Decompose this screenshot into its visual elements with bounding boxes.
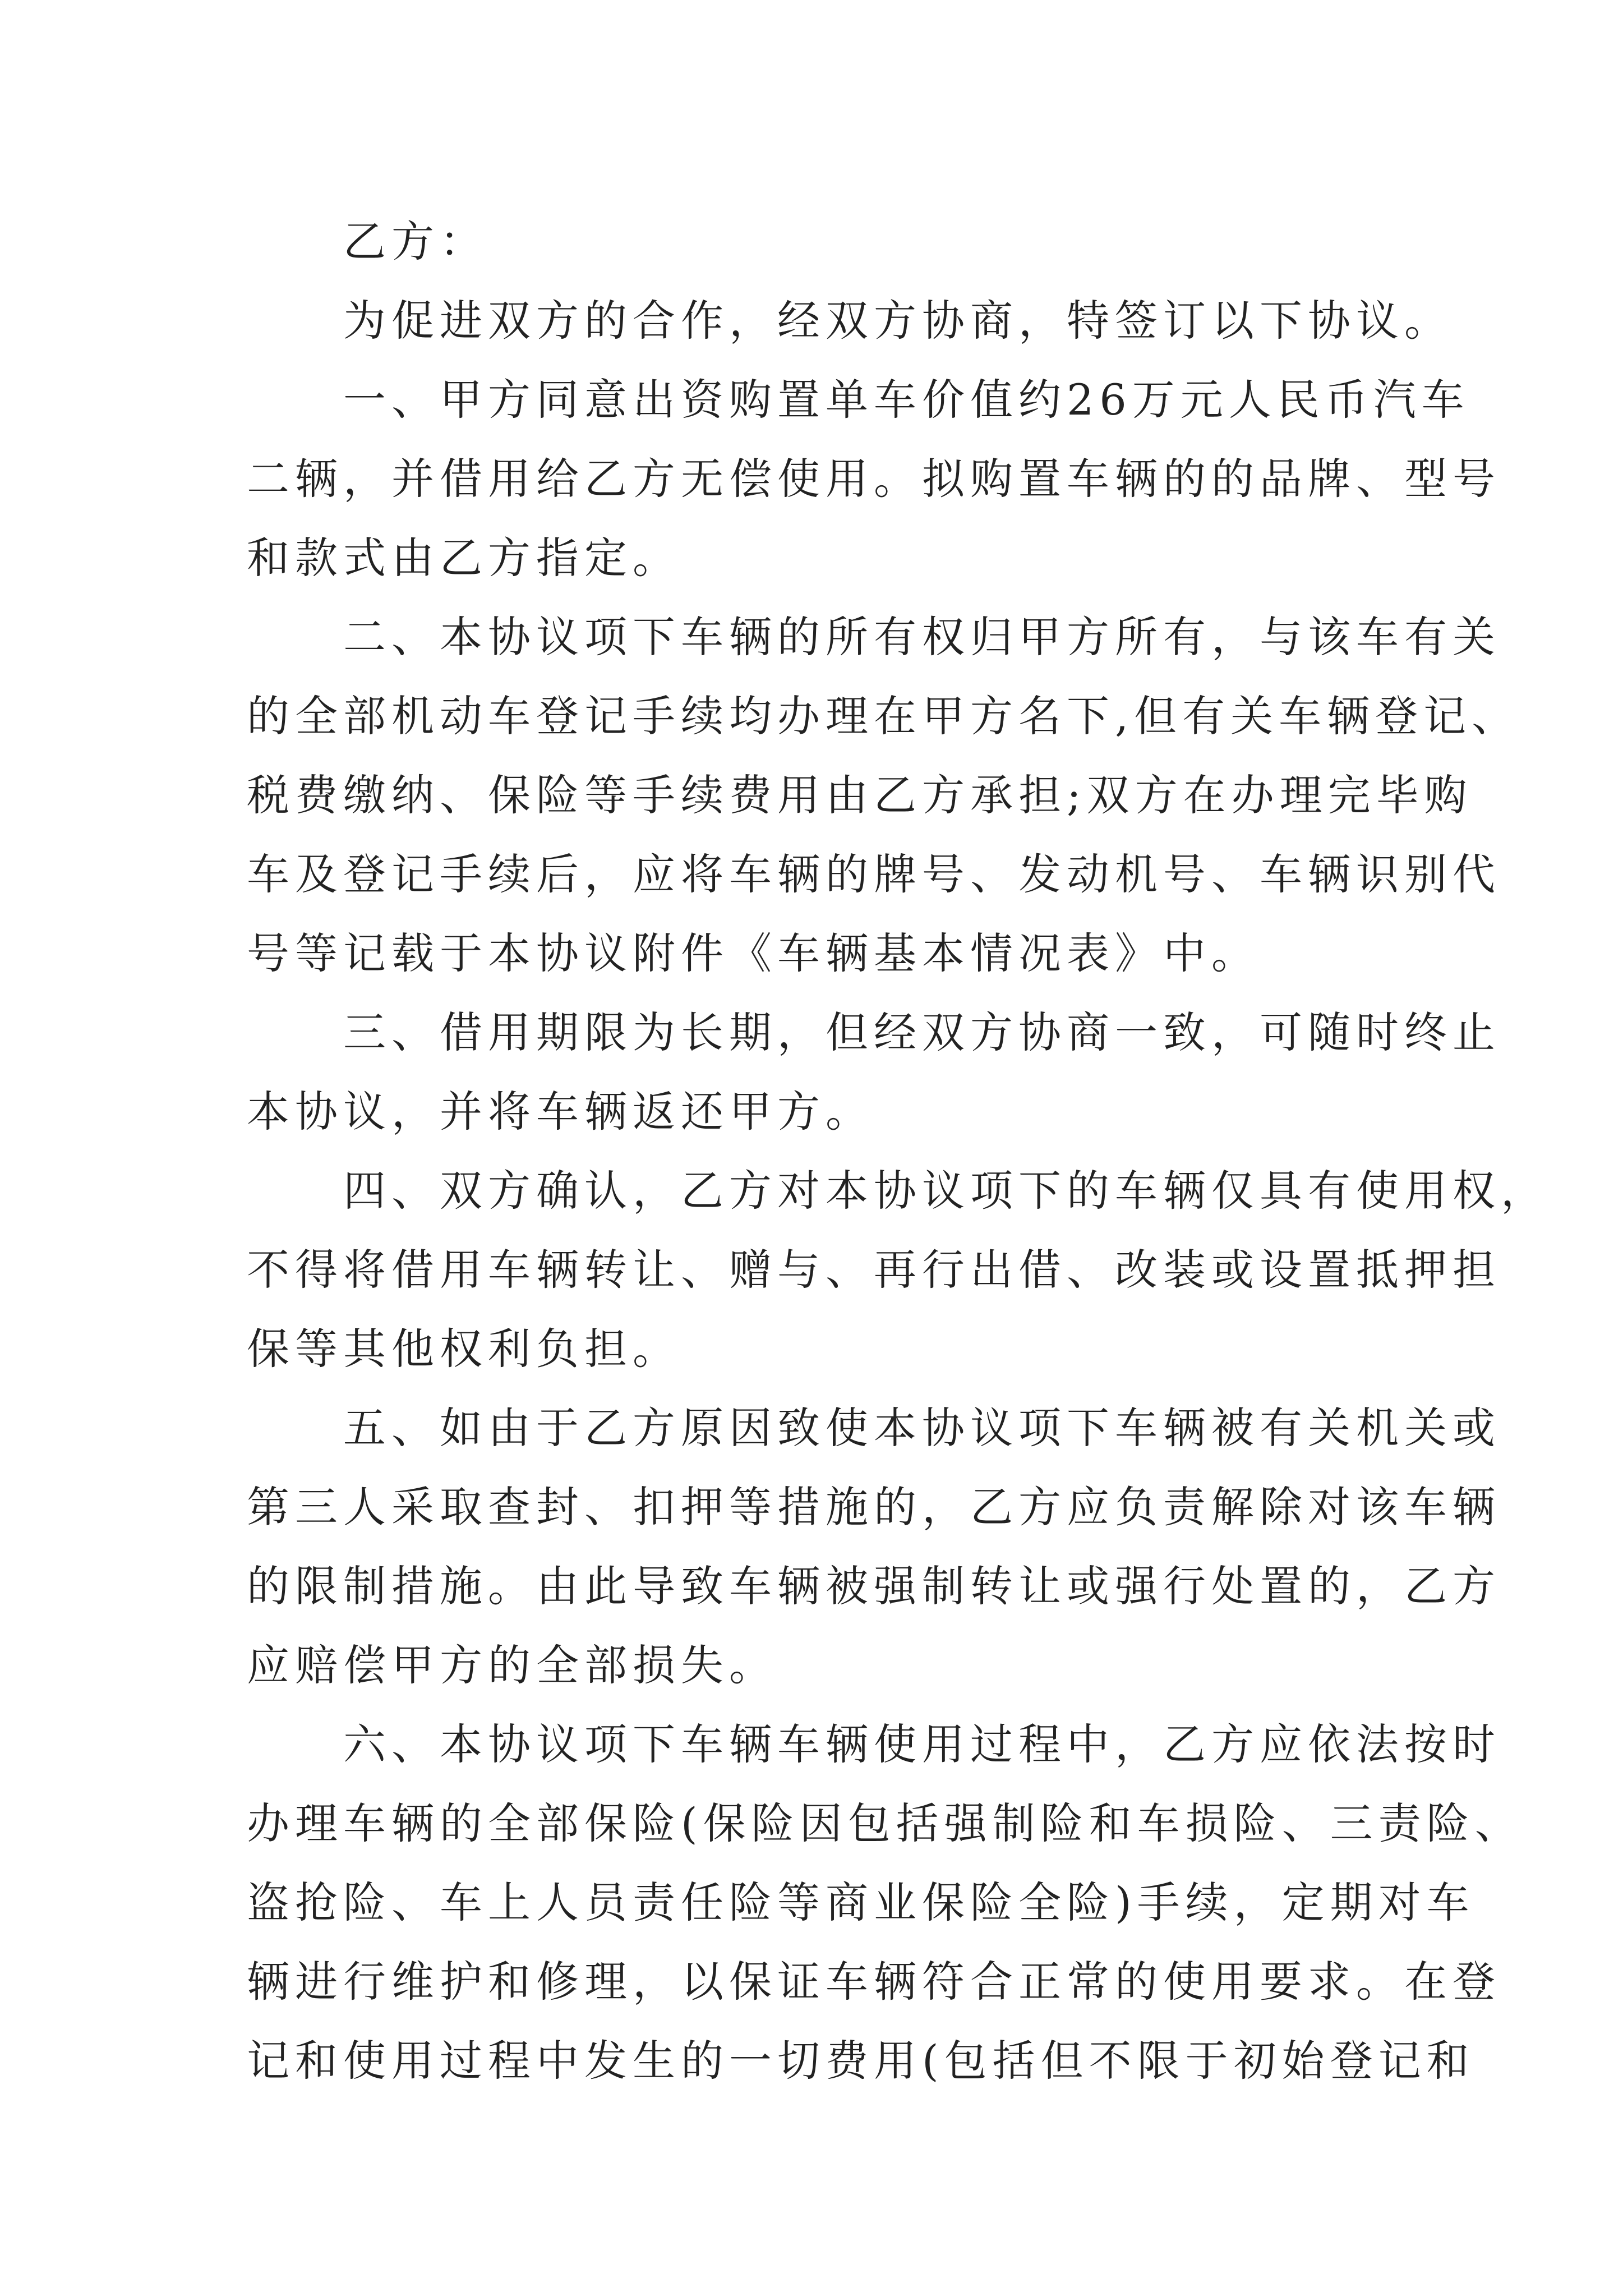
paragraph-clause-1	[247, 360, 1501, 597]
text-line: 二、本协议项下车辆的所有权归甲方所有，与该车有关	[343, 612, 1501, 662]
paragraph-preamble	[247, 281, 1453, 360]
text-line: 保等其他权利负担。	[247, 1324, 681, 1374]
text-line: 五、如由于乙方原因致使本协议项下车辆被有关机关或	[343, 1403, 1501, 1453]
text-line: 盗抢险、车上人员责任险等商业保险全险)手续，定期对车	[247, 1878, 1475, 1927]
paragraph-clause-3	[247, 993, 1501, 1151]
text-line: 乙方：	[343, 217, 488, 266]
text-line: 的限制措施。由此导致车辆被强制转让或强行处置的，乙方	[247, 1561, 1501, 1611]
text-line: 不得将借用车辆转让、赠与、再行出借、改装或设置抵押担	[247, 1245, 1501, 1295]
text-line: 车及登记手续后，应将车辆的牌号、发动机号、车辆识别代	[247, 849, 1501, 899]
text-line: 四、双方确认，乙方对本协议项下的车辆仅具有使用权，	[343, 1166, 1549, 1216]
paragraph-clause-6	[247, 1705, 1523, 2100]
text-line: 二辆，并借用给乙方无偿使用。拟购置车辆的的品牌、型号	[247, 454, 1501, 504]
text-line: 三、借用期限为长期，但经双方协商一致，可随时终止	[343, 1007, 1501, 1057]
text-line: 一、甲方同意出资购置单车价值约26万元人民币汽车	[343, 375, 1470, 425]
text-line: 税费缴纳、保险等手续费用由乙方承担;双方在办理完毕购	[247, 770, 1473, 820]
text-line: 和款式由乙方指定。	[247, 533, 681, 583]
text-line: 的全部机动车登记手续均办理在甲方名下,但有关车辆登记、	[247, 691, 1520, 741]
text-line: 号等记载于本协议附件《车辆基本情况表》中。	[247, 928, 1260, 978]
text-line: 为促进双方的合作，经双方协商，特签订以下协议。	[343, 296, 1453, 346]
text-line: 本协议，并将车辆返还甲方。	[247, 1087, 874, 1137]
paragraph-clause-5	[247, 1388, 1501, 1705]
text-line: 办理车辆的全部保险(保险因包括强制险和车损险、三责险、	[247, 1798, 1523, 1848]
text-line: 第三人采取查封、扣押等措施的，乙方应负责解除对该车辆	[247, 1482, 1501, 1532]
text-line: 六、本协议项下车辆车辆使用过程中，乙方应依法按时	[343, 1719, 1501, 1769]
text-line: 记和使用过程中发生的一切费用(包括但不限于初始登记和	[247, 2036, 1475, 2086]
paragraph-clause-2	[247, 597, 1520, 993]
text-line: 应赔偿甲方的全部损失。	[247, 1640, 777, 1690]
paragraph-clause-4	[247, 1151, 1549, 1388]
paragraph-party-b	[247, 202, 1391, 281]
text-line: 辆进行维护和修理，以保证车辆符合正常的使用要求。在登	[247, 1957, 1501, 2007]
document-body	[247, 202, 1549, 2100]
